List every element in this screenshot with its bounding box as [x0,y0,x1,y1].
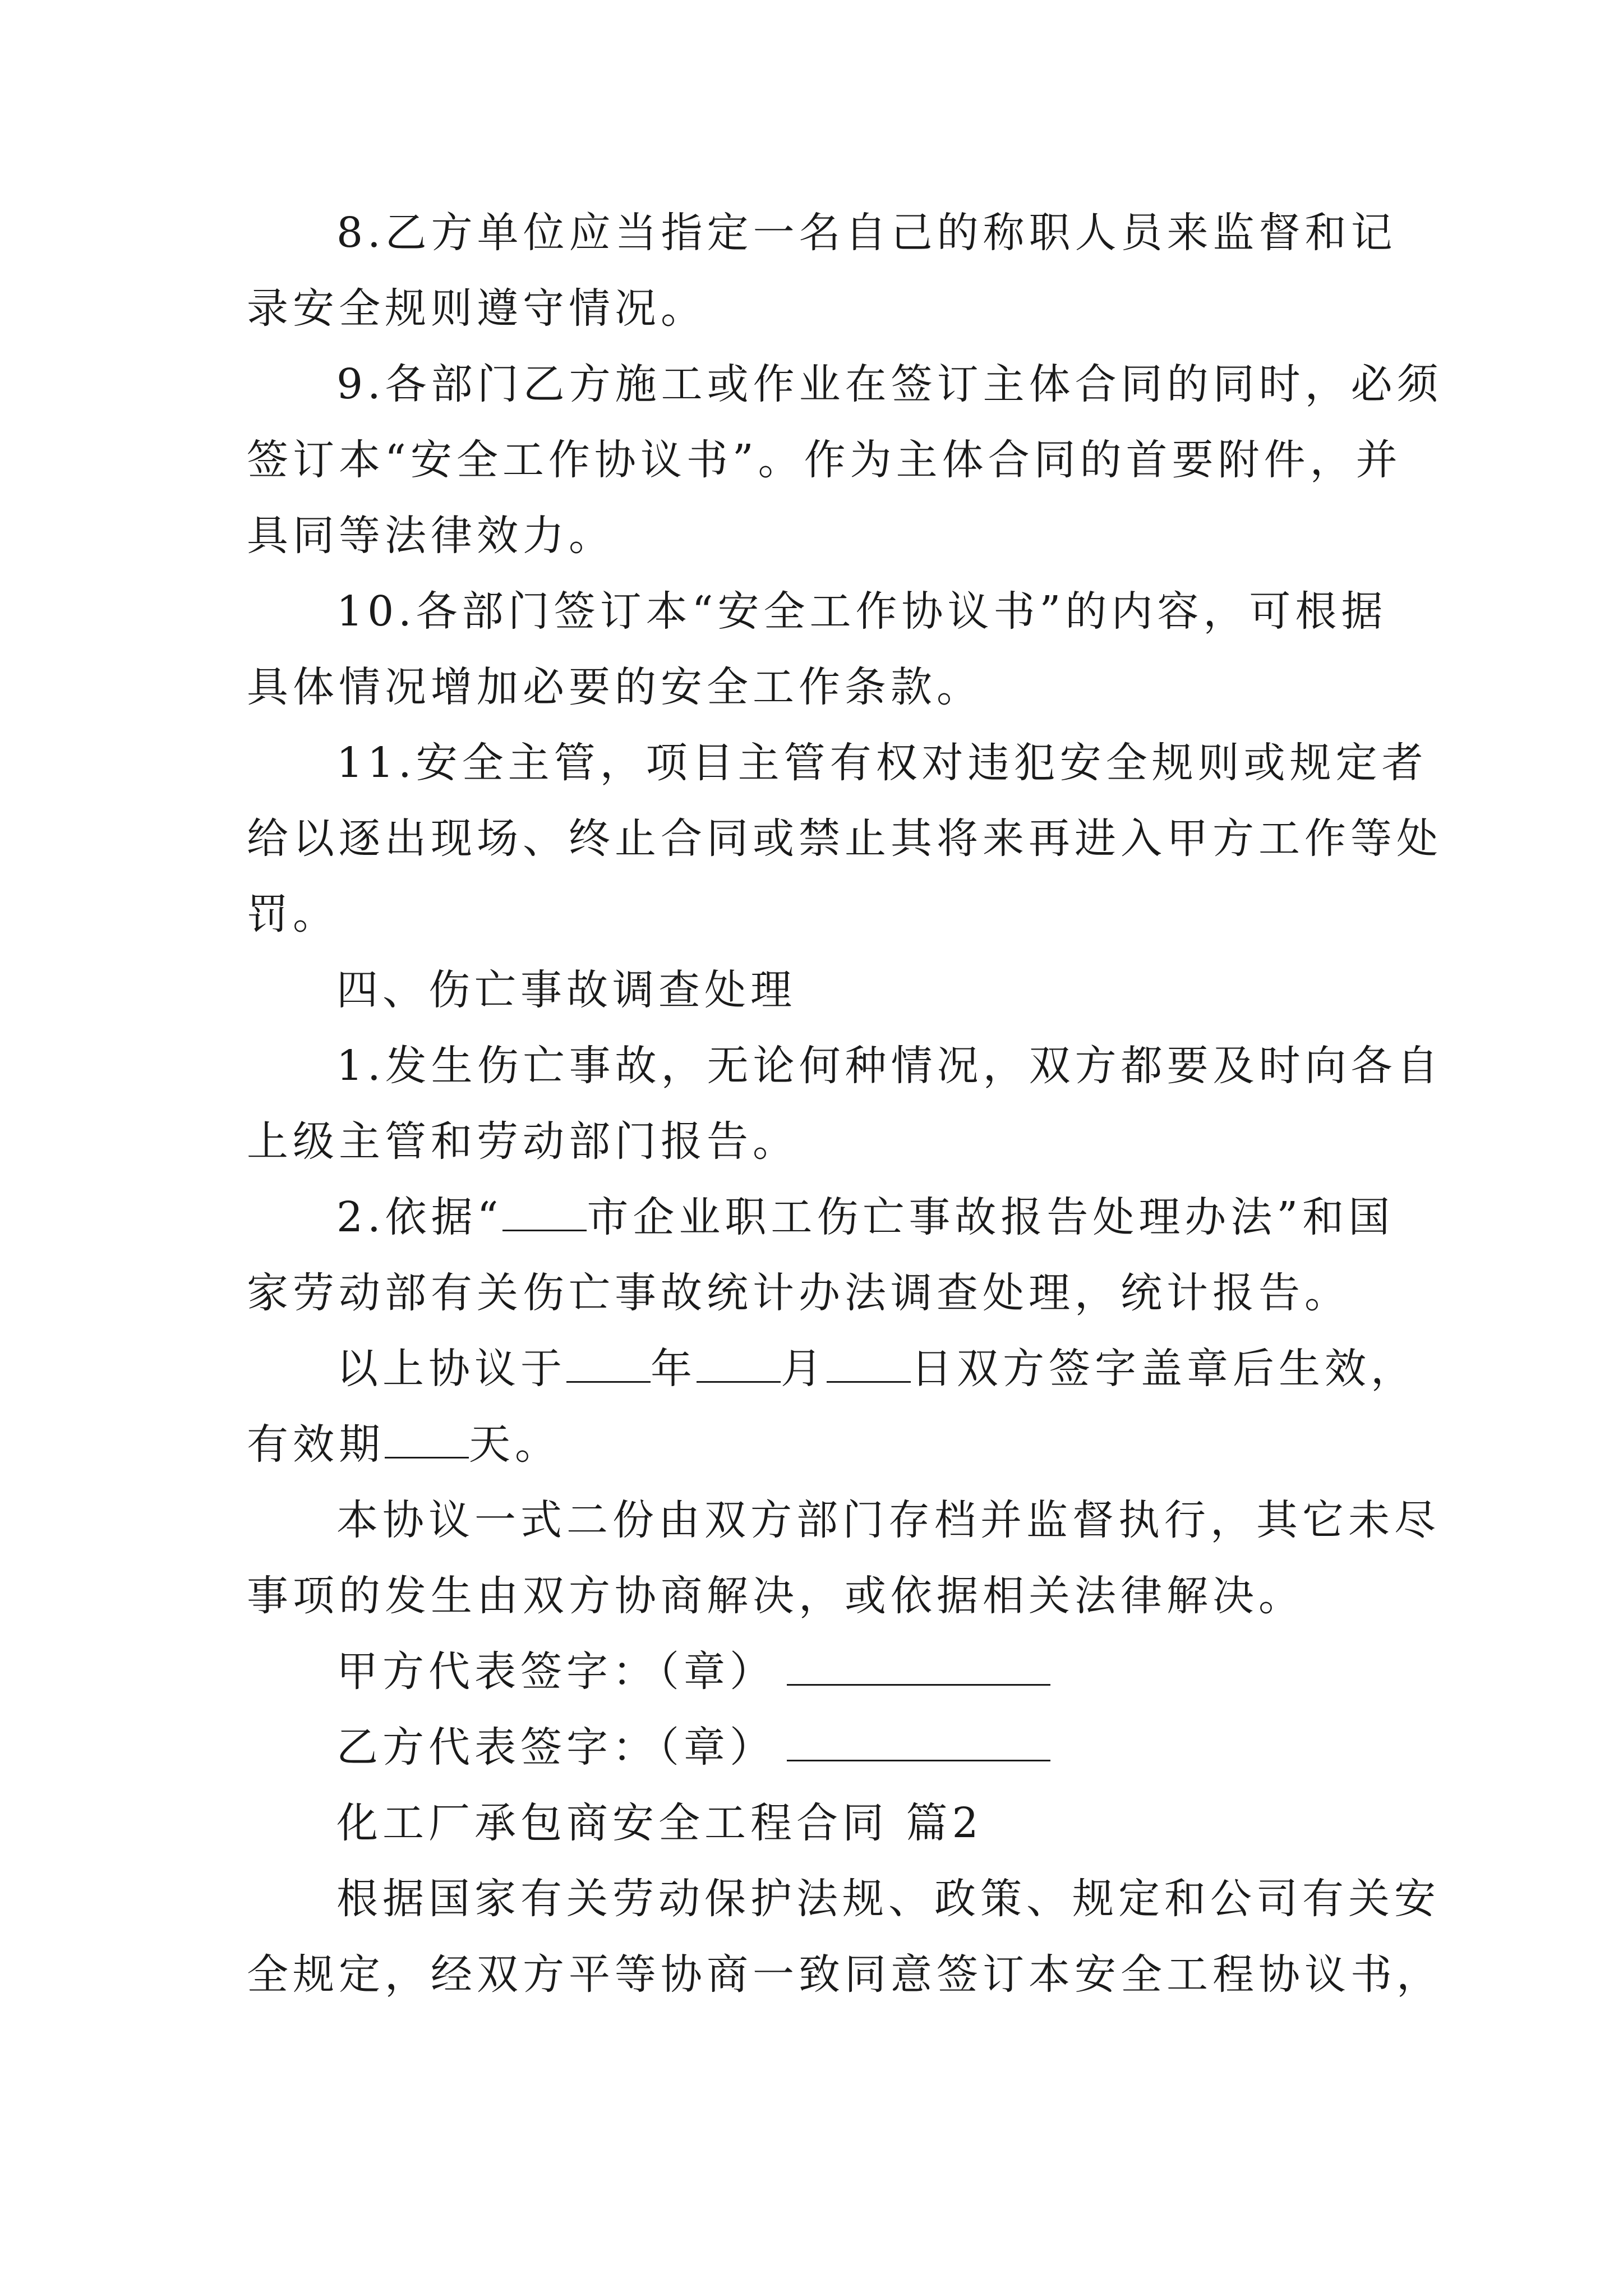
item-8-line-2: 录安全规则遵守情况。 [247,284,707,333]
item-11-line-3: 罚。 [247,890,339,938]
section-heading: 四、伤亡事故调查处理 [336,966,796,1014]
day-blank [827,1346,911,1383]
effective-pre: 以上协议于 [336,1345,566,1393]
item-10-line-2: 具体情况增加必要的安全工作条款。 [247,663,983,711]
intro-line-2: 全规定，经双方平等协商一致同意签订本安全工程协议书， [247,1950,1442,1999]
copies-line-2: 事项的发生由双方协商解决，或依据相关法律解决。 [247,1572,1304,1620]
party-b-signature-blank [787,1725,1050,1761]
day-label: 日双方签字盖章后生效， [911,1345,1417,1393]
days-blank [385,1422,469,1458]
section-item-2-post: 市企业职工伤亡事故报告处理办法”和国 [587,1193,1395,1241]
section-item-1-line-1: 1.发生伤亡事故，无论何种情况，双方都要及时向各自 [336,1042,1443,1090]
month-blank [697,1346,781,1383]
section-item-2-line-1 [336,1192,1394,1243]
effective-line-1 [336,1343,1417,1394]
contract-title-2: 化工厂承包商安全工程合同 篇2 [336,1799,983,1847]
item-11-line-1: 11.安全主管，项目主管有权对违犯安全规则或规定者 [336,739,1428,787]
section-item-1-line-2: 上级主管和劳动部门报告。 [247,1117,799,1166]
party-a-signature [336,1646,1050,1697]
item-9-line-3: 具同等法律效力。 [247,512,615,560]
item-11-line-2: 给以逐出现场、终止合同或禁止其将来再进入甲方工作等处 [247,815,1442,863]
item-8-line-1: 8.乙方单位应当指定一名自己的称职人员来监督和记 [336,209,1397,257]
item-10-line-1: 10.各部门签订本“安全工作协议书”的内容，可根据 [336,587,1387,636]
validity-pre: 有效期 [247,1420,385,1469]
party-b-signature [336,1722,1050,1773]
validity-post: 天。 [469,1420,561,1469]
section-item-2-line-2: 家劳动部有关伤亡事故统计办法调查处理，统计报告。 [247,1269,1350,1317]
year-blank [566,1346,651,1383]
effective-line-2 [247,1419,561,1470]
city-blank [502,1195,587,1231]
copies-line-1: 本协议一式二份由双方部门存档并监督执行，其它未尽 [336,1496,1440,1544]
party-a-signature-label: 甲方代表签字：（章） [336,1648,776,1696]
item-9-line-1: 9.各部门乙方施工或作业在签订主体合同的同时，必须 [336,360,1443,408]
party-a-signature-blank [787,1649,1050,1686]
month-label: 月 [781,1345,827,1393]
section-item-2-pre: 2.依据“ [336,1193,503,1241]
party-b-signature-label: 乙方代表签字：（章） [336,1723,776,1772]
item-9-line-2: 签订本“安全工作协议书”。作为主体合同的首要附件，并 [247,436,1402,484]
year-label: 年 [651,1345,697,1393]
intro-line-1: 根据国家有关劳动保护法规、政策、规定和公司有关安 [336,1875,1440,1923]
